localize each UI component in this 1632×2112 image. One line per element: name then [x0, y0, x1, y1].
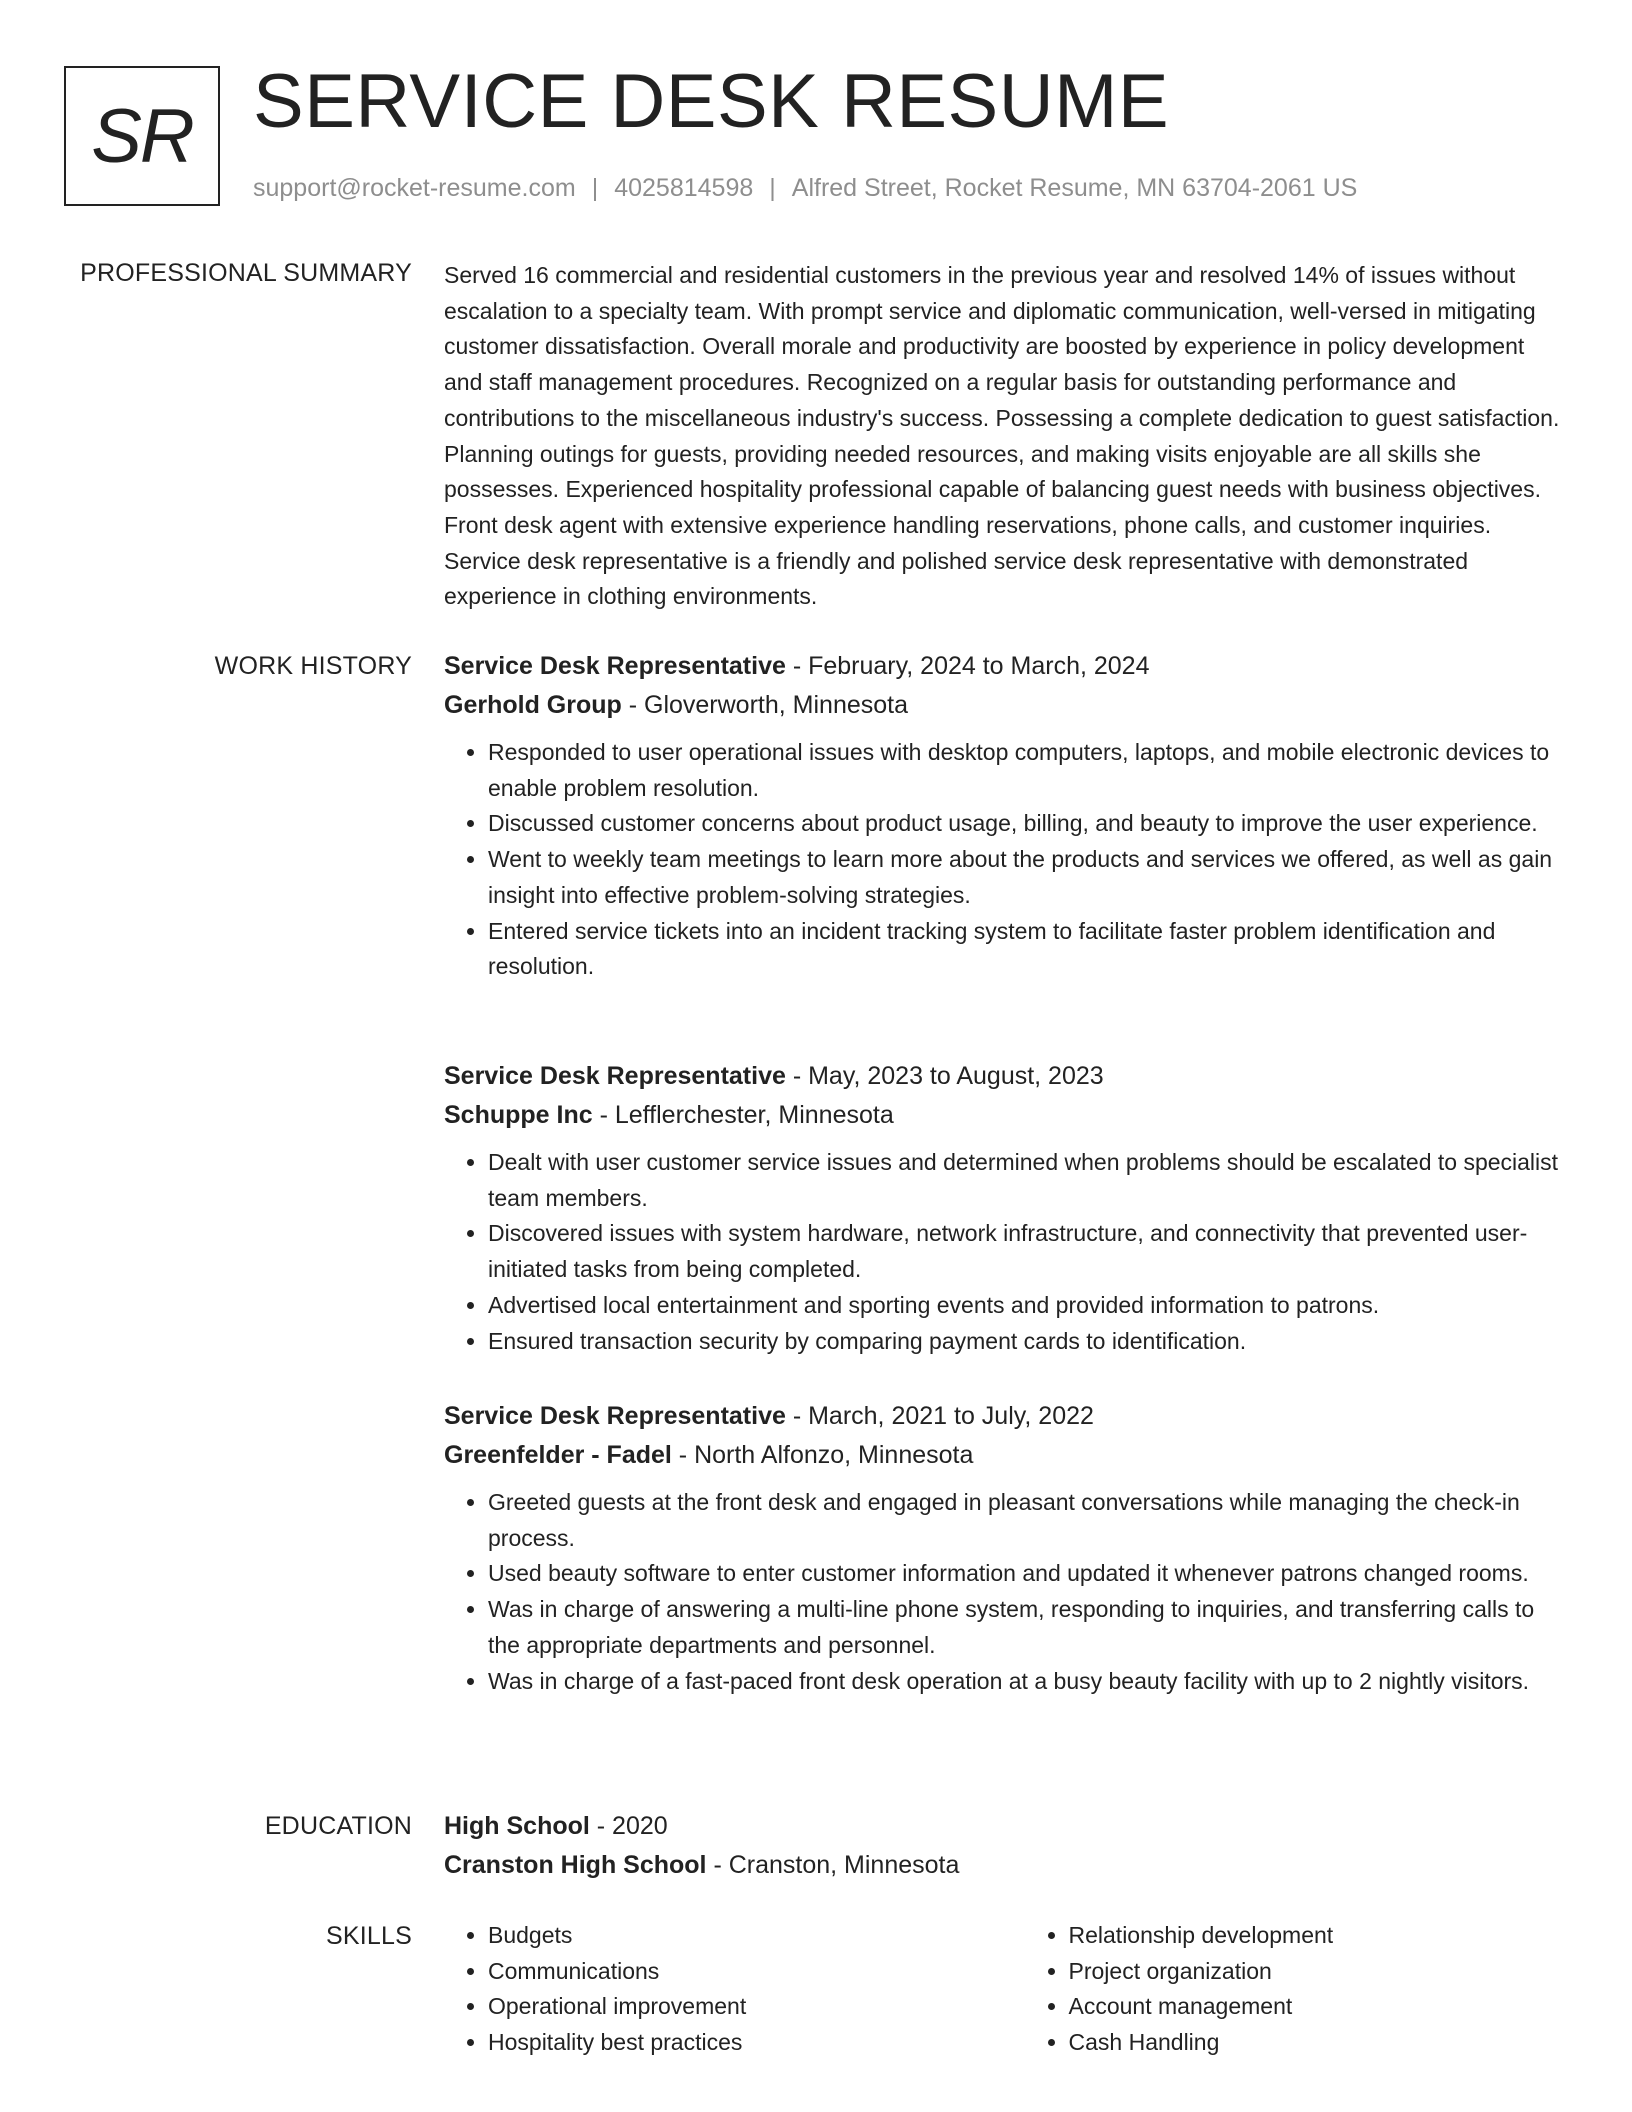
- list-item: • Dealt with user customer service issues and determined when problems should be escalated to specialist team members.: [488, 1145, 1560, 1216]
- job-dates: - May, 2023 to August, 2023: [785, 1062, 1104, 1090]
- job-dates: - March, 2021 to July, 2022: [785, 1402, 1094, 1430]
- list-item: • Operational improvement: [488, 1989, 980, 2025]
- job-company-line: [444, 687, 1560, 723]
- skills-grid: [444, 1918, 1560, 2061]
- summary-section: [444, 258, 1560, 615]
- education-school: Cranston High School: [444, 1851, 707, 1879]
- list-item: • Relationship development: [1069, 1918, 1561, 1954]
- section-label-work-history: WORK HISTORY: [214, 652, 412, 680]
- list-item: • Account management: [1069, 1989, 1561, 2025]
- skills-list-right: [1025, 1918, 1561, 2061]
- summary-text: Served 16 commercial and residential customers in the previous year and resolved 14% of issues without escalation to a specialty team. With prompt service and diplomatic communication, well-versed in mitigating customer dissatisfaction. Overall morale and productivity are boosted by experience in policy development and staff management procedures. Recognized on a regular basis for outstanding performance and contributions to the miscellaneous industry's success. Possessing a complete dedication to guest satisfaction. Planning outings for guests, providing needed resources, and making visits enjoyable are all skills she possesses. Experienced hospitality professional capable of balancing guest needs with business objectives. Front desk agent with extensive experience handling reservations, phone calls, and customer inquiries. Service desk representative is a friendly and polished service desk representative with demonstrated experience in clothing environments.: [444, 262, 1560, 610]
- resume-title: SERVICE DESK RESUME: [253, 59, 1170, 144]
- list-item: • Ensured transaction security by comparing payment cards to identification.: [488, 1324, 1560, 1360]
- job-title-line: [444, 1058, 1560, 1094]
- job-title: Service Desk Representative: [444, 1402, 786, 1430]
- job-entry: [444, 1398, 1560, 1699]
- contact-email[interactable]: support@rocket-resume.com: [253, 174, 576, 202]
- list-item: • Was in charge of answering a multi-line phone system, responding to inquiries, and transferring calls to the appropriate departments and personnel.: [488, 1592, 1560, 1663]
- contact-separator: |: [591, 174, 599, 202]
- list-item: • Cash Handling: [1069, 2025, 1561, 2061]
- list-item: • Budgets: [488, 1918, 980, 1954]
- list-item: • Discussed customer concerns about product usage, billing, and beauty to improve the user experience.: [488, 806, 1560, 842]
- education-degree-line: [444, 1808, 1560, 1844]
- contact-address: Alfred Street, Rocket Resume, MN 63704-2061 US: [791, 174, 1358, 202]
- education-year: - 2020: [589, 1812, 668, 1840]
- job-bullets: [444, 1145, 1560, 1359]
- job-entry: [444, 1058, 1560, 1359]
- education-location: - Cranston, Minnesota: [706, 1851, 960, 1879]
- job-company-line: [444, 1437, 1560, 1473]
- job-company: Gerhold Group: [444, 691, 622, 719]
- list-item: • Hospitality best practices: [488, 2025, 980, 2061]
- job-bullets: [444, 1485, 1560, 1699]
- job-location: - North Alfonzo, Minnesota: [671, 1441, 974, 1469]
- job-title-line: [444, 1398, 1560, 1434]
- contact-line: [253, 174, 1357, 203]
- list-item: • Went to weekly team meetings to learn more about the products and services we offered, as well as gain insight into effective problem-solving strategies.: [488, 842, 1560, 913]
- monogram-box: [64, 66, 220, 206]
- job-location: - Lefflerchester, Minnesota: [592, 1101, 894, 1129]
- monogram-initials: SR: [91, 93, 193, 179]
- skills-section: [444, 1918, 1560, 2061]
- job-company: Schuppe Inc: [444, 1101, 593, 1129]
- education-entry: [444, 1808, 1560, 1883]
- list-item: • Used beauty software to enter customer information and updated it whenever patrons changed rooms.: [488, 1556, 1560, 1592]
- education-degree: High School: [444, 1812, 590, 1840]
- job-bullets: [444, 735, 1560, 985]
- contact-phone[interactable]: 4025814598: [614, 174, 754, 202]
- job-entry: [444, 648, 1560, 985]
- job-dates: - February, 2024 to March, 2024: [785, 652, 1150, 680]
- job-title: Service Desk Representative: [444, 652, 786, 680]
- job-title-line: [444, 648, 1560, 684]
- job-company-line: [444, 1097, 1560, 1133]
- list-item: • Was in charge of a fast-paced front desk operation at a busy beauty facility with up to 2 nightly visitors.: [488, 1664, 1560, 1700]
- list-item: • Greeted guests at the front desk and engaged in pleasant conversations while managing the check-in process.: [488, 1485, 1560, 1556]
- contact-separator: |: [769, 174, 776, 202]
- list-item: • Entered service tickets into an incident tracking system to facilitate faster problem identification and resolution.: [488, 914, 1560, 985]
- list-item: • Advertised local entertainment and sporting events and provided information to patrons.: [488, 1288, 1560, 1324]
- list-item: • Responded to user operational issues with desktop computers, laptops, and mobile electronic devices to enable problem resolution.: [488, 735, 1560, 806]
- list-item: • Project organization: [1069, 1954, 1561, 1990]
- job-title: Service Desk Representative: [444, 1062, 786, 1090]
- section-label-skills: SKILLS: [326, 1922, 412, 1950]
- section-label-education: EDUCATION: [264, 1812, 412, 1840]
- list-item: • Communications: [488, 1954, 980, 1990]
- list-item: • Discovered issues with system hardware, network infrastructure, and connectivity that prevented user-initiated tasks from being completed.: [488, 1216, 1560, 1287]
- job-company: Greenfelder - Fadel: [444, 1441, 672, 1469]
- skills-list-left: [444, 1918, 980, 2061]
- education-school-line: [444, 1847, 1560, 1883]
- section-label-summary: PROFESSIONAL SUMMARY: [80, 259, 412, 287]
- job-location: - Gloverworth, Minnesota: [621, 691, 908, 719]
